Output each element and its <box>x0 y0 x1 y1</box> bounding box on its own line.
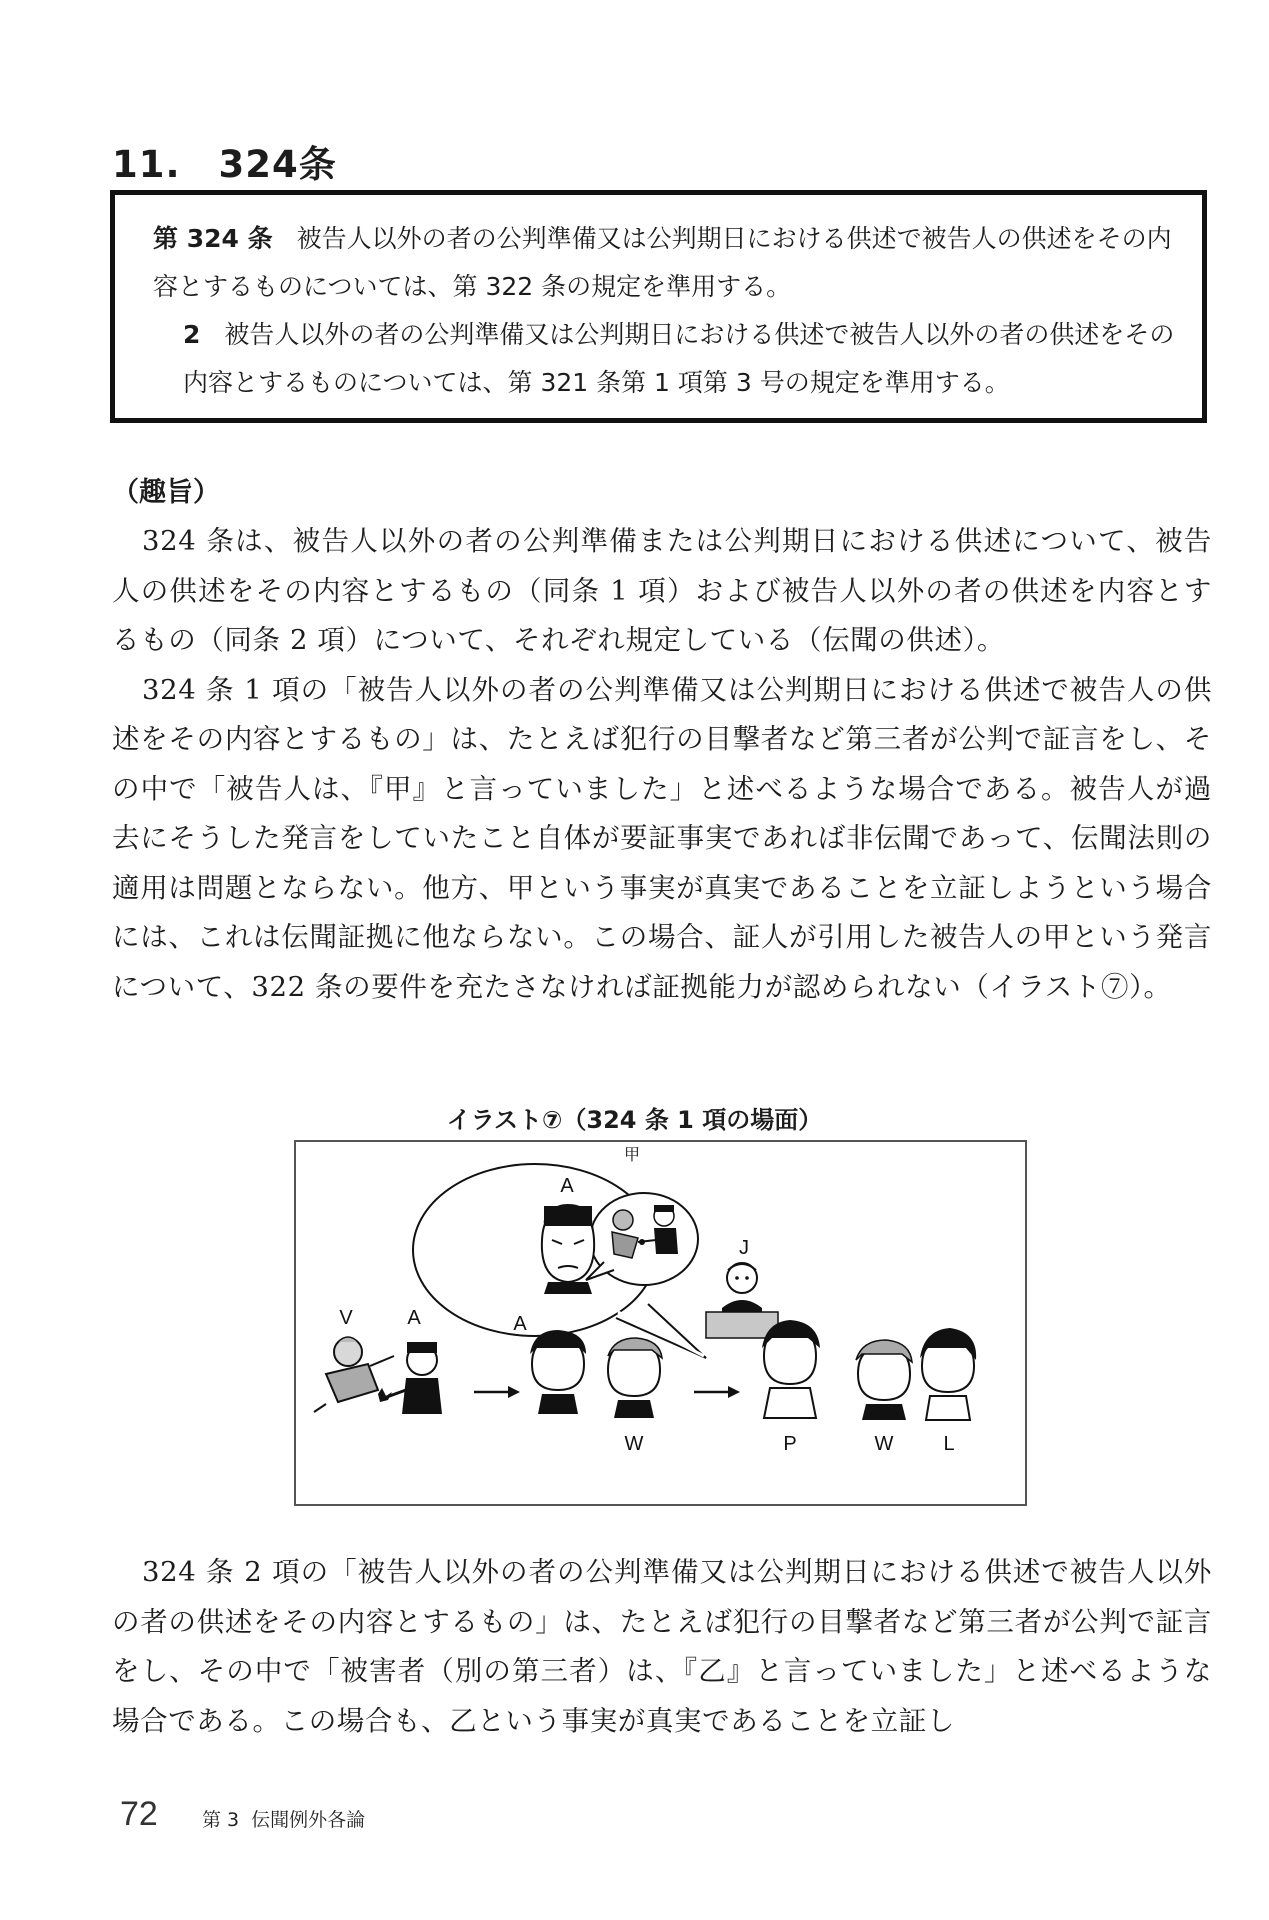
defendant-attacker-figure <box>378 1342 442 1414</box>
judge-figure <box>706 1263 778 1338</box>
prosecutor-figure <box>762 1320 820 1418</box>
label-w-2: W <box>874 1433 894 1455</box>
bubble-label: 甲 <box>623 1147 641 1164</box>
body-text-1 <box>112 517 1212 1012</box>
illustration-caption: イラスト⑦（324 条 1 項の場面） <box>446 1106 823 1134</box>
page-number: 72 <box>120 1795 158 1833</box>
statute-paragraph-1-text: 被告人以外の者の公判準備又は公判期日における供述で被告人の供述をその内容とするものについては、第 322 条の規定を準用する。 <box>153 224 1172 301</box>
label-v: V <box>339 1307 353 1329</box>
arrow-icon <box>694 1386 740 1398</box>
defense-lawyer-figure <box>920 1328 976 1420</box>
label-w-1: W <box>624 1433 644 1455</box>
body-paragraph: 324 条 2 項の「被告人以外の者の公判準備又は公判期日における供述で被告人以外の者の供述をその内容とするもの」は、たとえば犯行の目撃者など第三者が公判で証言をし、その中で「被害者（別の第三者）は、『乙』と言っていました」と述べるような場合である。この場合も、乙という事実が真実であることを立証し <box>112 1556 1212 1737</box>
statute-paragraph-2 <box>153 311 1176 407</box>
section-heading <box>112 134 337 188</box>
label-j: J <box>739 1237 749 1259</box>
statute-paragraph-1 <box>153 215 1176 311</box>
section-number: 11. <box>112 143 181 186</box>
label-p: P <box>783 1433 797 1455</box>
label-a-2: A <box>513 1313 527 1335</box>
section-heading-title: 324条 <box>218 143 337 186</box>
arrow-icon <box>474 1386 520 1398</box>
chapter-title: 伝聞例外各論 <box>251 1809 366 1831</box>
label-a-bubble: A <box>560 1175 574 1197</box>
witness-testifying-figure <box>856 1340 912 1420</box>
label-a-1: A <box>407 1307 421 1329</box>
label-l: L <box>943 1433 955 1455</box>
purpose-heading: （趣旨） <box>112 477 220 508</box>
body-paragraph: 324 条は、被告人以外の者の公判準備または公判期日における供述について、被告人の供述をその内容とするもの（同条 1 項）および被告人以外の者の供述を内容とするもの（同条 2 項）について、それぞれ規定している（伝聞の供述）。 <box>112 525 1212 656</box>
courtroom-illustration <box>296 1142 1025 1504</box>
illustration-frame <box>294 1140 1027 1506</box>
statute-box <box>110 190 1207 423</box>
chapter-number: 第 3 <box>202 1809 240 1831</box>
body-paragraph: 324 条 1 項の「被告人以外の者の公判準備又は公判期日における供述で被告人の供述をその内容とするもの」は、たとえば犯行の目撃者など第三者が公判で証言をし、その中で「被告人は、『甲』と言っていました」と述べるような場合である。被告人が過去にそうした発言をしていたこと自体が要証事実であれば非伝聞であって、伝聞法則の適用は問題とならない。他方、甲という事実が真実であることを立証しようという場合には、これは伝聞証拠に他ならない。この場合、証人が引用した被告人の甲という発言について、322 条の要件を充たさなければ証拠能力が認められない（イラスト⑦）。 <box>112 673 1212 1003</box>
statute-paragraph-2-text: 被告人以外の者の公判準備又は公判期日における供述で被告人以外の者の供述をその内容とするものについては、第 321 条第 1 項第 3 号の規定を準用する。 <box>183 320 1175 397</box>
running-title <box>202 1805 365 1832</box>
witness-listening-figure <box>608 1338 662 1418</box>
statute-paragraph-2-number: 2 <box>183 320 201 349</box>
body-text-2 <box>112 1548 1212 1746</box>
article-label: 第 324 条 <box>153 224 273 253</box>
defendant-speaking-figure <box>530 1330 586 1414</box>
